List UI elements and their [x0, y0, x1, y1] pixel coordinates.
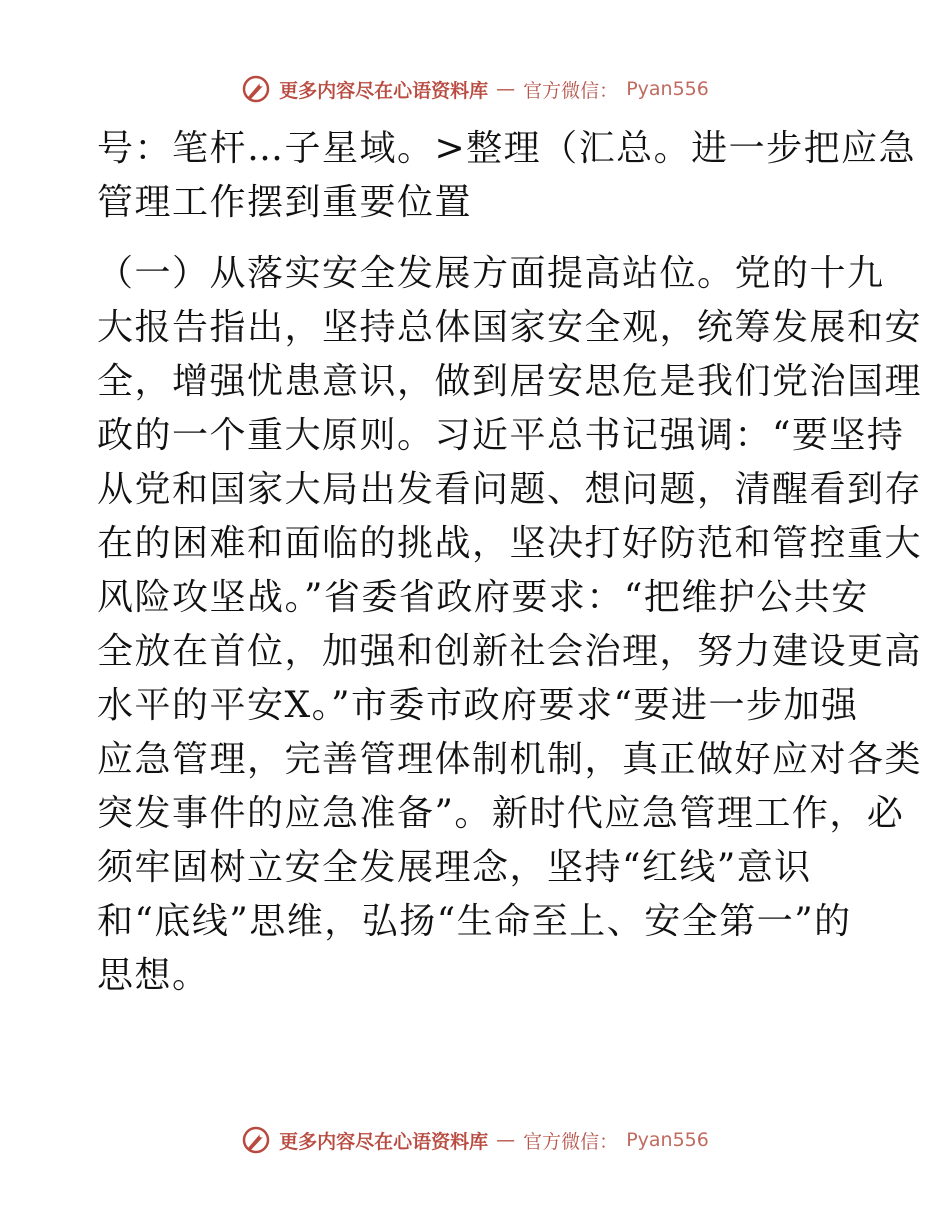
- banner-brand-text: 更多内容尽在心语资料库: [279, 79, 489, 102]
- section-heading: [97, 122, 917, 230]
- header-watermark-banner: [0, 74, 950, 104]
- paragraph-line: 应急管理，完善管理体制机制，真正做好应对各类: [97, 739, 923, 780]
- paragraph-line: 和“底线”思维，弘扬“生命至上、安全第一”的: [97, 901, 852, 942]
- banner-wechat-label: 官方微信：: [523, 79, 619, 102]
- paragraph-line: （一）从落实安全发展方面提高站位。党的十九: [97, 253, 885, 294]
- banner-wechat-id: Pyan556: [626, 78, 709, 100]
- heading-line: 管理工作摆到重要位置: [97, 182, 473, 223]
- footer-watermark-banner: [0, 1125, 950, 1155]
- document-body: [97, 122, 923, 1003]
- banner-wechat-id: Pyan556: [626, 1129, 709, 1151]
- pen-nib-circle-icon: [241, 74, 271, 104]
- paragraph-line: 思想。: [97, 955, 210, 996]
- banner-brand-text: 更多内容尽在心语资料库: [279, 1130, 489, 1153]
- paragraph-line: 从党和国家大局出发看问题、想问题，清醒看到存: [97, 469, 923, 510]
- paragraph-line: 政的一个重大原则。习近平总书记强调：“要坚持: [97, 415, 905, 456]
- paragraph-line: 水平的平安X。”市委市政府要求“要进一步加强: [97, 685, 859, 726]
- banner-wechat-label: 官方微信：: [523, 1130, 619, 1153]
- paragraph-line: 在的困难和面临的挑战，坚决打好防范和管控重大: [97, 523, 923, 564]
- body-paragraph: [97, 247, 923, 1003]
- banner-separator: —: [496, 1129, 516, 1151]
- paragraph-line: 全，增强忧患意识，做到居安思危是我们党治国理: [97, 361, 923, 402]
- paragraph-line: 须牢固树立安全发展理念，坚持“红线”意识: [97, 847, 812, 888]
- banner-separator: —: [496, 78, 516, 100]
- pen-nib-circle-icon: [241, 1125, 271, 1155]
- heading-line: 号：笔杆…子星域。>整理（汇总。进一步把应急: [97, 128, 917, 169]
- paragraph-line: 风险攻坚战。”省委省政府要求：“把维护公共安: [97, 577, 869, 618]
- paragraph-line: 全放在首位，加强和创新社会治理，努力建设更高: [97, 631, 923, 672]
- paragraph-line: 大报告指出，坚持总体国家安全观，统筹发展和安: [97, 307, 923, 348]
- paragraph-line: 突发事件的应急准备”。新时代应急管理工作，必: [97, 793, 905, 834]
